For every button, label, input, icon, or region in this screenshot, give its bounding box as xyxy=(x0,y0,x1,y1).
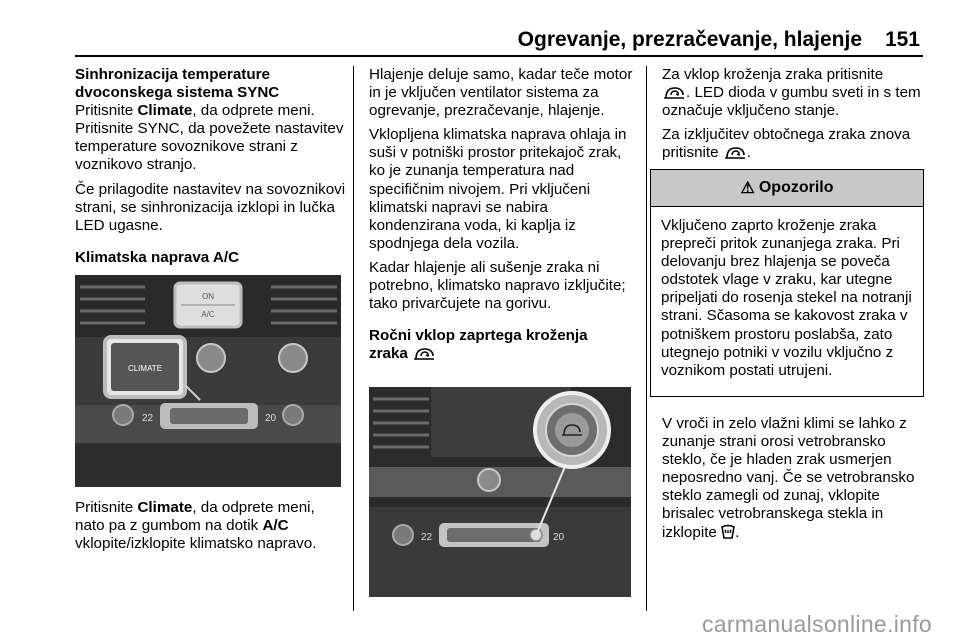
cooling-paragraph-2: Vklopljena klimatska naprava ohlaja in suši v potniški prostor pritekajoč zrak, ko je zunanja temperatura nad specifičnim nivojem. Pri vključeni klimatski napravi se nabira kondenzirana voda, ki kaplja iz spodnjega dela vozila. xyxy=(369,126,627,252)
recirc-heading-line1: Ročni vklop zaprtega kroženja xyxy=(369,327,588,345)
sync-paragraph-1: Pritisnite Climate, da odprete meni. xyxy=(75,102,315,120)
column-3 xyxy=(662,66,924,168)
photo-temp-right: 20 xyxy=(265,413,277,424)
column-divider-1 xyxy=(353,66,354,611)
sync-paragraph-2: Pritisnite SYNC, da povežete nastavitev temperature sovoznikove strani z voznikovo stranjo. xyxy=(75,120,344,174)
column-divider-2 xyxy=(646,66,647,611)
sync-heading-line1: Sinhronizacija temperature xyxy=(75,66,270,83)
column-3-bottom xyxy=(662,415,924,548)
photo-climate-label: CLIMATE xyxy=(127,364,163,373)
header-rule xyxy=(75,55,923,57)
recirc-on-paragraph: Za vklop kroženja zraka pritisnite . LED dioda v gumbu sveti in s tem označuje vključeno stanje. xyxy=(662,66,921,120)
sync-heading-line2: dvoconskega sistema SYNC xyxy=(75,84,280,102)
warning-title: Opozorilo xyxy=(758,179,834,196)
recirculation-icon-inline xyxy=(662,86,686,100)
photo2-temp-left: 22 xyxy=(421,532,433,543)
photo2-temp-right: 20 xyxy=(553,532,565,543)
recirc-heading-line2: zraka xyxy=(369,345,637,363)
recirculation-icon xyxy=(412,347,436,361)
column-2 xyxy=(369,66,637,363)
warning-text: Vključeno zaprto kroženje zraka prepreči pritok zunanjega zraka. Pri delovanju brez hlajenja se poveča odstotek vlage v zraku, kar utegne pripeljati do rosenja stekel na notranji strani. Sčasoma se kakovost zraka v potniškem prostoru poslabša, zato utegnejo potniki v vozilu vključno z voznikom postati utrujeni. xyxy=(661,217,912,379)
recirculation-icon-inline-2 xyxy=(723,146,747,160)
recirc-off-paragraph: Za izključitev obtočnega zraka znova pritisnite . xyxy=(662,126,911,162)
photo-temp-left: 22 xyxy=(142,413,154,424)
ac-paragraph: Pritisnite Climate, da odprete meni, nato pa z gumbom na dotik A/C vklopite/izklopite klimatsko napravo. xyxy=(75,499,317,553)
warning-header xyxy=(651,170,923,207)
warning-box xyxy=(650,169,924,397)
warning-triangle-icon: ⚠ xyxy=(740,180,755,197)
page-number: 151 xyxy=(884,28,920,51)
sync-paragraph-3: Če prilagodite nastavitev na sovoznikovi strani, se sinhronizacija izklopi in lučka LED ugasne. xyxy=(75,180,346,234)
windshield-wiper-icon xyxy=(721,524,735,540)
cooling-paragraph-1: Hlajenje deluje samo, kadar teče motor in je vključen ventilator sistema za ogrevanje, prezračevanje, hlajenje. xyxy=(369,66,633,120)
ac-heading: Klimatska naprava A/C xyxy=(75,248,240,266)
photo-ac-label: A/C xyxy=(201,310,215,319)
cooling-paragraph-3: Kadar hlajenje ali sušenje zraka ni potrebno, klimatsko napravo izključite; tako privarčujete na gorivu. xyxy=(369,258,626,313)
climate-panel-photo xyxy=(75,275,341,487)
column-1 xyxy=(75,66,347,287)
ac-bold: A/C xyxy=(262,517,289,535)
climate-bold: Climate xyxy=(137,102,193,120)
column-1-bottom xyxy=(75,499,347,559)
fogging-paragraph: V vroči in zelo vlažni klimi se lahko z zunanje strani orosi vetrobransko steklo, če je hladen zrak usmerjen neposredno vanj. Če se vetrobransko steklo zamegli od zunaj, vklopite brisalec vetrobranskega stekla in izklopite . xyxy=(662,415,915,541)
page-title: Ogrevanje, prezračevanje, hlajenje xyxy=(517,28,862,51)
recirculation-button-photo xyxy=(369,387,631,597)
photo-on-label: ON xyxy=(202,292,214,301)
watermark: carmanualsonline.info xyxy=(701,611,932,637)
